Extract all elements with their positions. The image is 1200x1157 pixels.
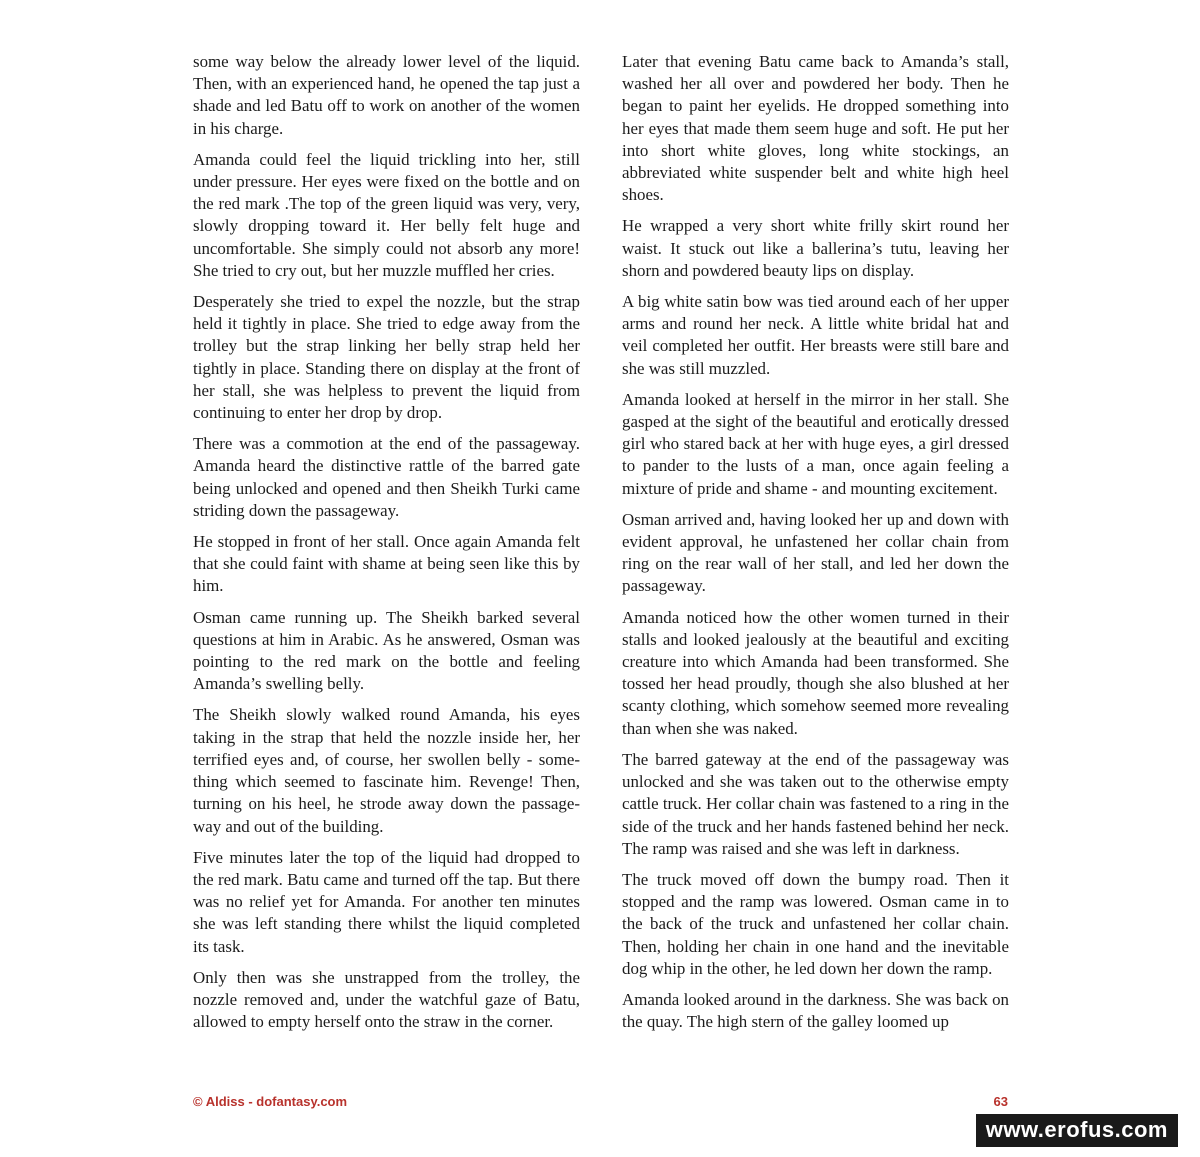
paragraph: some way below the already lower level of the liquid. Then, with an experienced hand, he opened the tap just a shade and led Batu off to work on another of the women in his charge.: [193, 52, 580, 138]
paragraph: The truck moved off down the bumpy road. Then it stopped and the ramp was lowered. Osman came in to the back of the truck and unfastened her collar chain. Then, holding her chain in one hand and the inevitable dog whip in the other, he led down her down the ramp.: [622, 869, 1009, 978]
paragraph: Desperately she tried to expel the nozzle, but the strap held it tightly in place. She tried to edge away from the trolley but the strap linking her belly strap held her tightly in place. Standing there on display at the front of her stall, she was helpless to prevent the liquid from continuing to enter her drop by drop.: [193, 292, 580, 423]
paragraph: Only then was she unstrapped from the trolley, the nozzle removed and, under the watchful gaze of Batu, allowed to empty herself onto the straw in the corner.: [193, 967, 580, 1032]
paragraph: Amanda looked around in the darkness. She was back on the quay. The high stern of the galley loomed up: [622, 989, 1009, 1032]
paragraph: Amanda could feel the liquid trickling into her, still under pressure. Her eyes were fixed on the bottle and on the red mark .The top of the green liquid was very, very, slowly dropping toward it. Her belly felt huge and uncomfortable. She simply could not absorb any more! She tried to cry out, but her muzzle muffled her cries.: [193, 149, 580, 280]
watermark: www.erofus.com: [976, 1114, 1178, 1147]
paragraph: Amanda looked at herself in the mirror in her stall. She gasped at the sight of the beautiful and erotically dressed girl who stared back at her with huge eyes, a girl dressed to pander to the lusts of a man, once again feeling a mixture of pride and shame - and mounting excitement.: [622, 389, 1009, 498]
paragraph: He stopped in front of her stall. Once again Amanda felt that she could faint with shame at being seen like this by him.: [193, 532, 580, 596]
paragraph: Five minutes later the top of the liquid had dropped to the red mark. Batu came and turned off the tap. But there was no relief yet for Amanda. For another ten minutes she was left standing there whilst the liquid completed its task.: [193, 847, 580, 956]
page-number: 63: [993, 1094, 1008, 1109]
paragraph: There was a commotion at the end of the passageway. Amanda heard the distinctive rattle of the barred gate being unlocked and opened and then Sheikh Turki came striding down the passageway.: [193, 434, 580, 520]
paragraph: He wrapped a very short white frilly skirt round her waist. It stuck out like a ballerina’s tutu, leaving her shorn and powdered beauty lips on display.: [622, 216, 1009, 280]
footer-credit: © Aldiss - dofantasy.com: [193, 1094, 348, 1109]
paragraph: Later that evening Batu came back to Amanda’s stall, washed her all over and powdered her body. Then he began to paint her eyelids. He dropped something into her eyes that made them seem huge and soft. He put her into short white gloves, long white stockings, an abbreviated white suspender belt and white high heel shoes.: [622, 52, 1009, 205]
paragraph: Osman came running up. The Sheikh barked several questions at him in Arabic. As he answered, Osman was pointing to the red mark on the bottle and feeling Amanda’s swelling belly.: [193, 607, 580, 694]
paragraph: The Sheikh slowly walked round Amanda, his eyes taking in the strap that held the nozzle inside her, her terrified eyes and, of course, her swollen belly - something which seemed to fascinate him. Revenge! Then, turning on his heel, he strode away down the passageway and out of the building.: [193, 705, 580, 836]
paragraph: The barred gateway at the end of the passageway was unlocked and she was taken out to the otherwise empty cattle truck. Her collar chain was fastened to a ring in the side of the truck and her hands fastened behind her neck. The ramp was raised and she was left in darkness.: [622, 749, 1009, 858]
right-text-column: [622, 51, 1009, 1042]
left-text-column: [193, 51, 580, 1042]
paragraph: Osman arrived and, having looked her up and down with evident approval, he unfastened her collar chain from ring on the rear wall of her stall, and led her down the passageway.: [622, 509, 1009, 596]
paragraph: A big white satin bow was tied around each of her upper arms and round her neck. A little white bridal hat and veil completed her outfit. Her breasts were still bare and she was still muzzled.: [622, 292, 1009, 378]
paragraph: Amanda noticed how the other women turned in their stalls and looked jealously at the beautiful and exciting creature into which Amanda had been transformed. She tossed her head proudly, though she also blushed at her scanty clothing, which somehow seemed more revealing than when she was naked.: [622, 607, 1009, 738]
